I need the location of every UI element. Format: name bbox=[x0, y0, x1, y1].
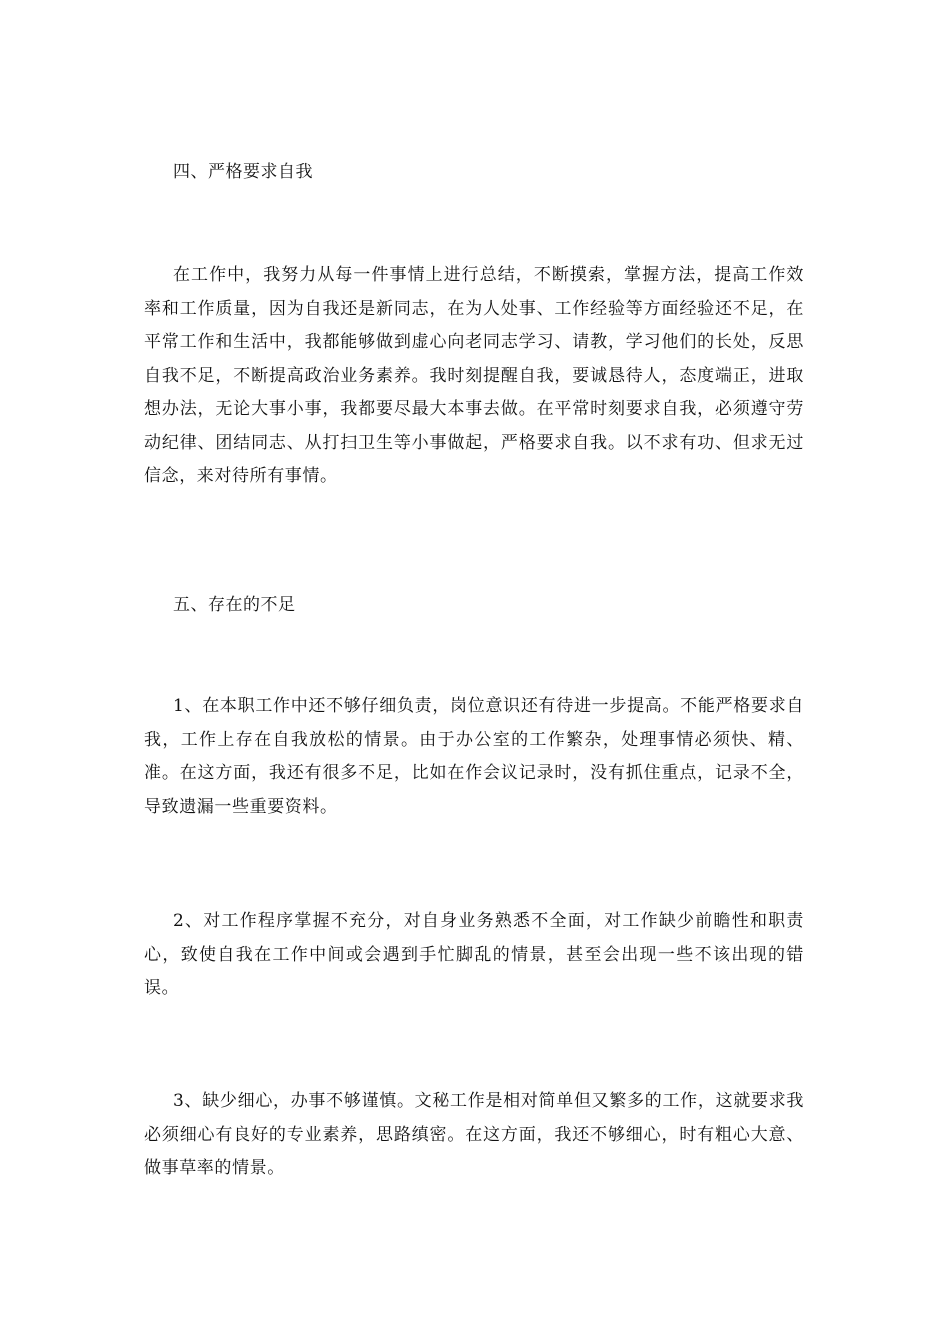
paragraph-work-attitude: 在工作中，我努力从每一件事情上进行总结，不断摸索，掌握方法，提高工作效率和工作质量，因为自我还是新同志，在为人处事、工作经验等方面经验还不足，在平常工作和生活中，我都能够做到虚心向老同志学习、请教，学习他们的长处，反思自我不足，不断提高政治业务素养。我时刻提醒自我，要诚恳待人，态度端正，进取想办法，无论大事小事，我都要尽最大本事去做。在平常时刻要求自我，必须遵守劳动纪律、团结同志、从打扫卫生等小事做起，严格要求自我。以不求有功、但求无过信念，来对待所有事情。 bbox=[144, 265, 804, 486]
paragraph-shortcoming-1: 1、在本职工作中还不够仔细负责，岗位意识还有待进一步提高。不能严格要求自我，工作上存在自我放松的情景。由于办公室的工作繁杂，处理事情必须快、精、准。在这方面，我还有很多不足，比如在作会议记录时，没有抓住重点，记录不全，导致遗漏一些重要资料。 bbox=[144, 696, 804, 817]
section-heading-strict-self-requirement: 四、严格要求自我 bbox=[173, 162, 313, 182]
section-heading-shortcomings: 五、存在的不足 bbox=[173, 595, 296, 615]
paragraph-shortcoming-2: 2、对工作程序掌握不充分，对自身业务熟悉不全面，对工作缺少前瞻性和职责心，致使自我在工作中间或会遇到手忙脚乱的情景，甚至会出现一些不该出现的错误。 bbox=[144, 911, 804, 998]
paragraph-shortcoming-3: 3、缺少细心，办事不够谨慎。文秘工作是相对简单但又繁多的工作，这就要求我必须细心有良好的专业素养，思路缜密。在这方面，我还不够细心，时有粗心大意、做事草率的情景。 bbox=[144, 1091, 804, 1178]
